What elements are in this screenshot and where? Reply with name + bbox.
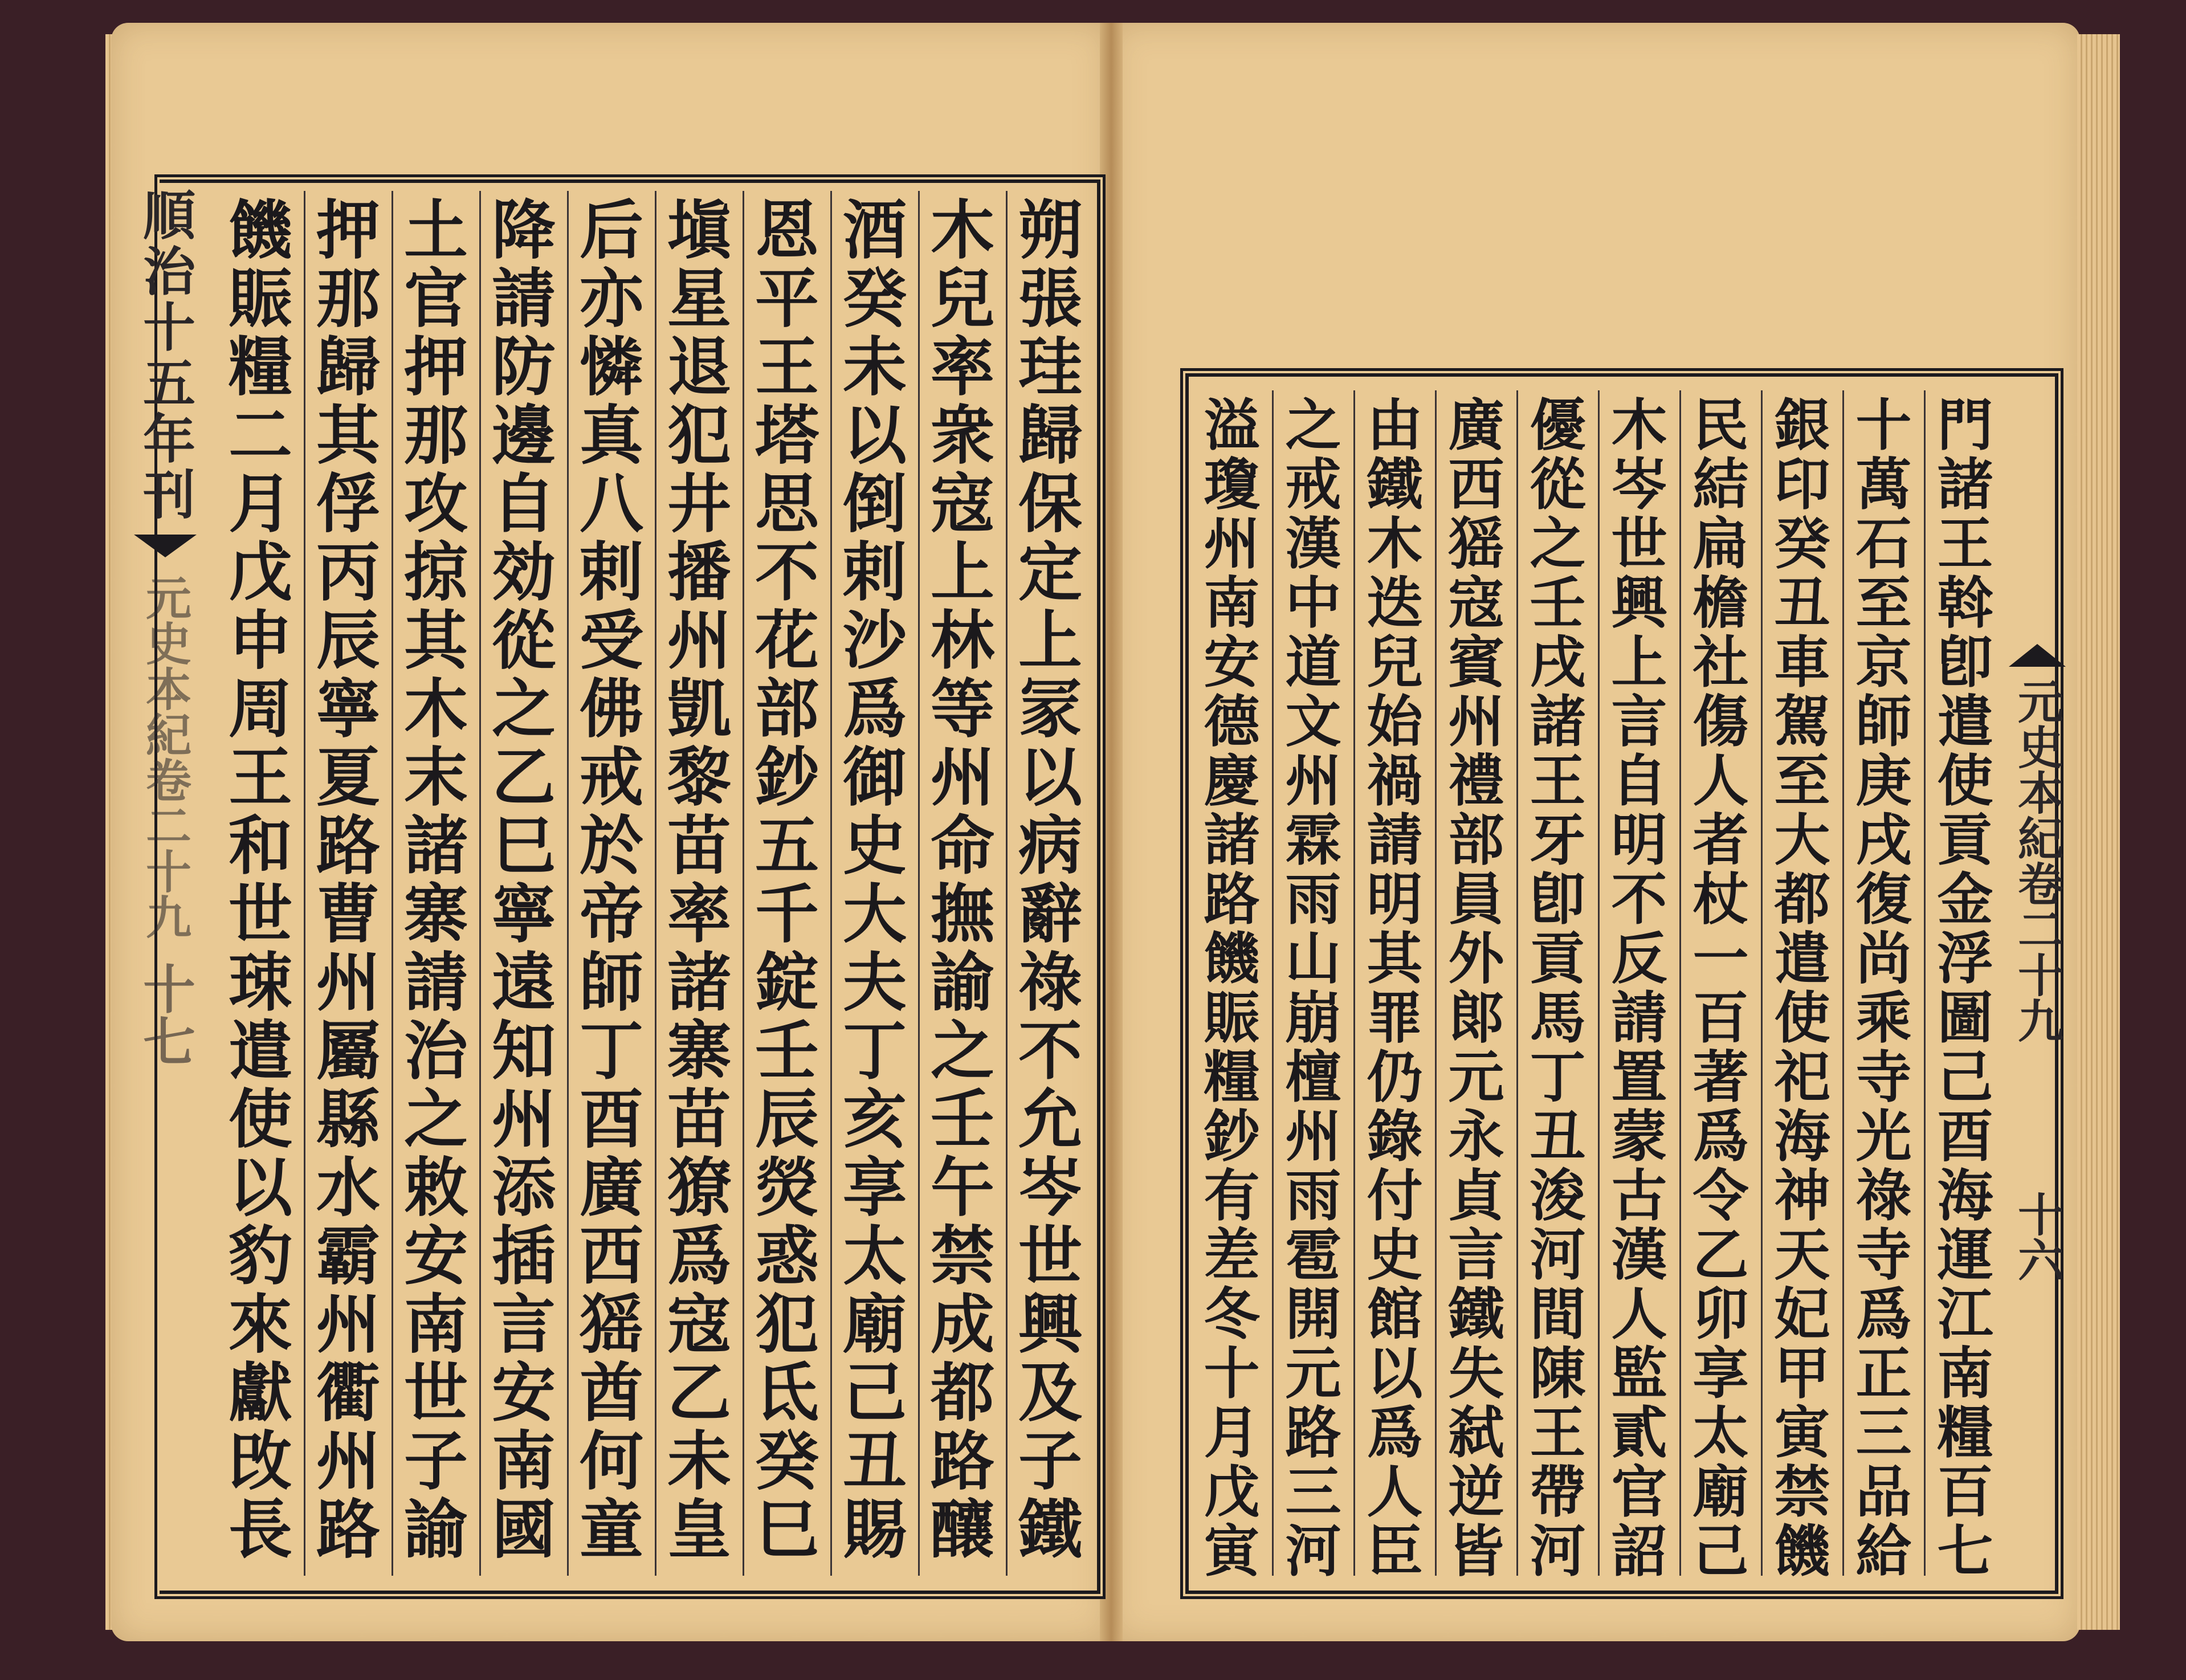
left-column-6: 后 亦 憐 真 八 剌 受 佛 戒 於 帝 師 丁 酉 廣 西 猺 酋 何 童 — [580, 193, 643, 1567]
right-margin-title — [2009, 644, 2066, 1282]
right-column-1: 門 諸 王 斡 卽 遣 使 貢 金 浮 圖 己 酉 海 運 江 南 糧 百 七 — [1937, 393, 1993, 1584]
fishtail-mark-icon — [134, 535, 197, 557]
left-column-9: 押 那 歸 其 俘 丙 辰 寧 夏 路 曹 州 屬 縣 水 霸 州 衢 州 路 — [316, 193, 380, 1567]
right-column-6: 優 從 之 壬 戌 諸 王 牙 卽 貢 馬 丁 丑 浚 河 間 陳 王 帶 河 — [1530, 393, 1586, 1584]
right-page-number: 十六 — [2010, 1191, 2064, 1282]
left-column-1: 朔 張 珪 歸 保 定 上 冡 以 病 辭 祿 不 允 岑 世 興 及 子 鐵 — [1018, 193, 1082, 1567]
left-column-2: 木 兒 率 衆 寇 上 林 等 州 命 撫 諭 之 壬 午 禁 成 都 路 釀 — [931, 193, 994, 1567]
book-gutter — [1100, 23, 1123, 1641]
right-column-2: 十 萬 石 至 京 師 庚 戌 復 尚 乘 寺 光 祿 寺 爲 正 三 品 給 — [1855, 393, 1912, 1584]
right-column-5: 木 岑 世 興 上 言 自 明 不 反 請 置 蒙 古 漢 人 監 貳 官 詔 — [1611, 393, 1667, 1584]
right-column-10: 溢 瓊 州 南 安 德 慶 諸 路 饑 賑 糧 鈔 有 差 冬 十 月 戊 寅 — [1204, 393, 1260, 1584]
margin-title-text: 元史本紀卷二十九 — [2010, 678, 2064, 1043]
left-column-8: 土 官 押 那 攻 掠 其 木 末 諸 寨 請 治 之 敕 安 南 世 子 諭 — [404, 193, 468, 1567]
right-column-9: 之 戒 漢 中 道 文 州 霖 雨 山 崩 檀 州 雨 雹 開 元 路 三 河 — [1285, 393, 1341, 1584]
right-column-7: 廣 西 猺 寇 賓 州 禮 部 員 外 郞 元 永 貞 言 鐵 失 弑 逆 皆 — [1448, 393, 1504, 1584]
left-margin-edition — [134, 188, 197, 1067]
left-page-number: 十七 — [134, 962, 196, 1067]
right-page-edges — [2077, 34, 2120, 1630]
left-column-5: 塡 星 退 犯 井 播 州 凱 黎 苗 率 諸 寨 苗 獠 爲 寇 乙 未 皇 — [667, 193, 731, 1567]
margin-title-text: 元史本紀卷二十九 — [138, 574, 192, 939]
left-column-10: 饑 賑 糧 二 月 戊 申 周 王 和 世 㻋 遣 使 以 豹 來 獻 攺 長 — [229, 193, 292, 1567]
right-column-4: 民 結 扁 檐 社 傷 人 者 杖 一 百 著 爲 令 乙 卯 享 太 廟 己 — [1692, 393, 1749, 1584]
fishtail-mark-icon — [2009, 644, 2066, 667]
right-column-8: 由 鐵 木 迭 兒 始 禍 請 明 其 罪 仍 錄 付 史 館 以 爲 人 臣 — [1367, 393, 1423, 1584]
edition-text: 順治十五年刊 — [134, 188, 196, 523]
left-column-7: 降 請 防 邊 自 効 從 之 乙 巳 寧 遠 知 州 添 插 言 安 南 國 — [492, 193, 556, 1567]
right-column-3: 銀 印 癸 丑 車 駕 至 大 都 遣 使 祀 海 神 天 妃 甲 寅 禁 饑 — [1774, 393, 1830, 1584]
left-column-3: 酒 癸 未 以 倒 剌 沙 爲 御 史 大 夫 丁 亥 享 太 廟 己 丑 賜 — [843, 193, 907, 1567]
left-column-4: 恩 平 王 塔 思 不 花 部 鈔 五 千 錠 壬 辰 熒 惑 犯 氐 癸 巳 — [755, 193, 819, 1567]
